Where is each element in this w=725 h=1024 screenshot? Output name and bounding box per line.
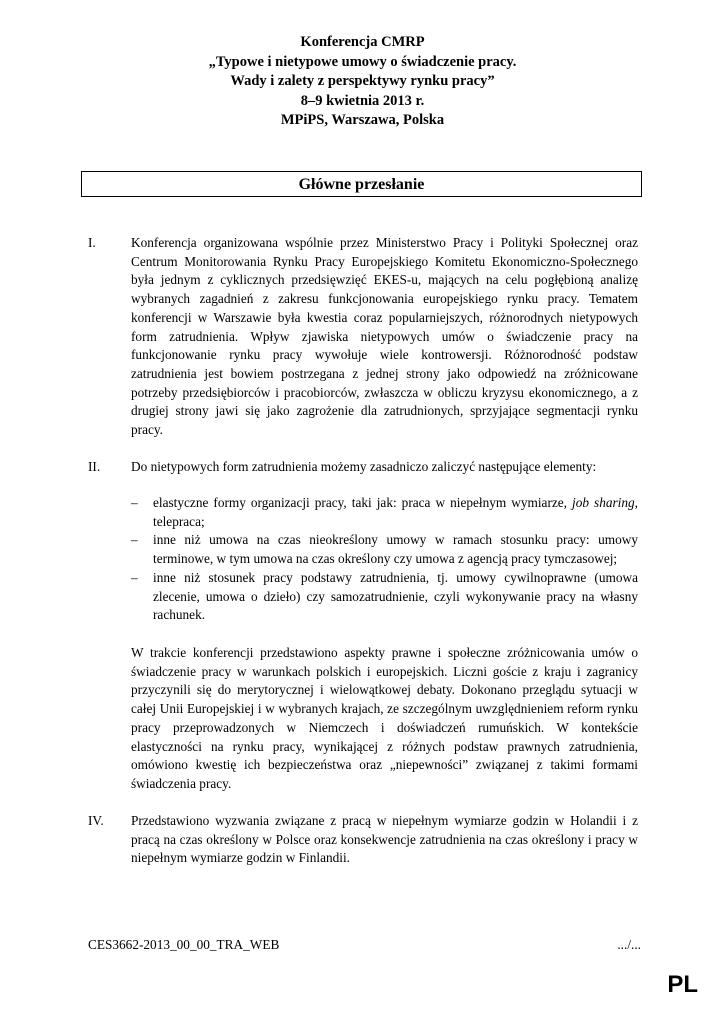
section-number: II.: [88, 459, 101, 474]
document-header: [0, 33, 725, 131]
section-text: W trakcie konferencji przedstawiono aspekty prawne i społeczne zróżnicowania umów o świadczenie pracy w warunkach polskich i europejskich. Liczni goście z kraju i zagranicy przyczynili się do merytorycznej i wielowątkowej debaty. Dokonano przeglądu sytuacji w całej Unii Europejskiej i w wybranych krajach, ze szczególnym uwzględnieniem reform rynku pracy przeprowadzonych w Niemczech i doświadczeń rumuńskich. W kontekście elastyczności na rynku pracy, wynikającej z różnych podstaw prawnych zatrudnienia, omówiono kwestię ich bezpieczeństwa oraz „niepewności” związanej z takimi formami świadczenia pracy.: [131, 645, 638, 791]
bullet-marker: –: [131, 495, 138, 510]
section-text: Przedstawiono wyzwania związane z pracą w niepełnym wymiarze godzin w Holandii i z pracą na czas określony w Polsce oraz konsekwencje zatrudnienia na czas określony i pracy w niepełnym wymiarze godzin w Finlandii.: [131, 813, 638, 866]
bullet-marker: –: [131, 532, 138, 548]
bullet-marker: –: [131, 569, 138, 585]
bullet-list: [131, 494, 638, 625]
conference-name: Konferencja CMRP: [300, 34, 425, 50]
section-intro: Do nietypowych form zatrudnienia możemy zasadniczo zaliczyć następujące elementy:: [131, 459, 597, 474]
section-number: IV.: [88, 813, 104, 828]
conference-venue: MPiPS, Warszawa, Polska: [280, 112, 445, 129]
page-title: Główne przesłanie: [81, 171, 642, 197]
conference-date: 8–9 kwietnia 2013 r.: [300, 92, 425, 109]
list-item: – inne niż umowa na czas nieokreślony umowy w ramach stosunku pracy: umowy terminowe, w tym umowa na czas określony czy umowa z agencją pracy tymczasowej;: [131, 532, 638, 567]
language-badge: PL: [667, 971, 698, 998]
list-item: – inne niż stosunek pracy podstawy zatrudnienia, tj. umowy cywilnoprawne (umowa zlecenie, umowa o dzieło) czy samozatrudnienie, czyli wykonywanie pracy na własny rachunek.: [131, 569, 638, 623]
document-reference: CES3662-2013_00_00_TRA_WEB: [88, 937, 280, 952]
section-text: Konferencja organizowana wspólnie przez Ministerstwo Pracy i Polityki Społecznej oraz Centrum Monitorowania Rynku Pracy Europejskiego Komitetu Ekonomiczno-Społecznego była jednym z cyklicznych przedsięwzięć EKES-u, mających na celu pogłębioną analizę wybranych zagadnień z zakresu funkcjonowania europejskiego rynku pracy. Tematem konferencji w Warszawie była kwestia coraz popularniejszych, różnorodnych nietypowych form zatrudnienia. Wpływ zjawiska nietypowych umów o świadczenie pracy na funkcjonowanie rynku pracy wywołuje wiele kontrowersji. Różnorodność podstaw zatrudnienia jest bowiem postrzegana z jednej strony jako odpowiedź na zróżnicowane potrzeby przedsiębiorców i pracobiorców, zwłaszcza w obliczu kryzysu ekonomicznego, a z drugiej strony jawi się jako zagrożenie dla zatrudnionych, sprzyjające segmentacji rynku pracy.: [131, 235, 638, 438]
conference-title-line1: „Typowe i nietypowe umowy o świadczenie pracy.: [208, 53, 517, 70]
conference-title-line2: Wady i zalety z perspektywy rynku pracy”: [230, 73, 495, 90]
list-item: – elastyczne formy organizacji pracy, taki jak: praca w niepełnym wymiarze, job sharing, telepraca;: [131, 495, 638, 529]
section-number: I.: [88, 235, 96, 250]
continuation-marker: .../...: [617, 937, 641, 952]
